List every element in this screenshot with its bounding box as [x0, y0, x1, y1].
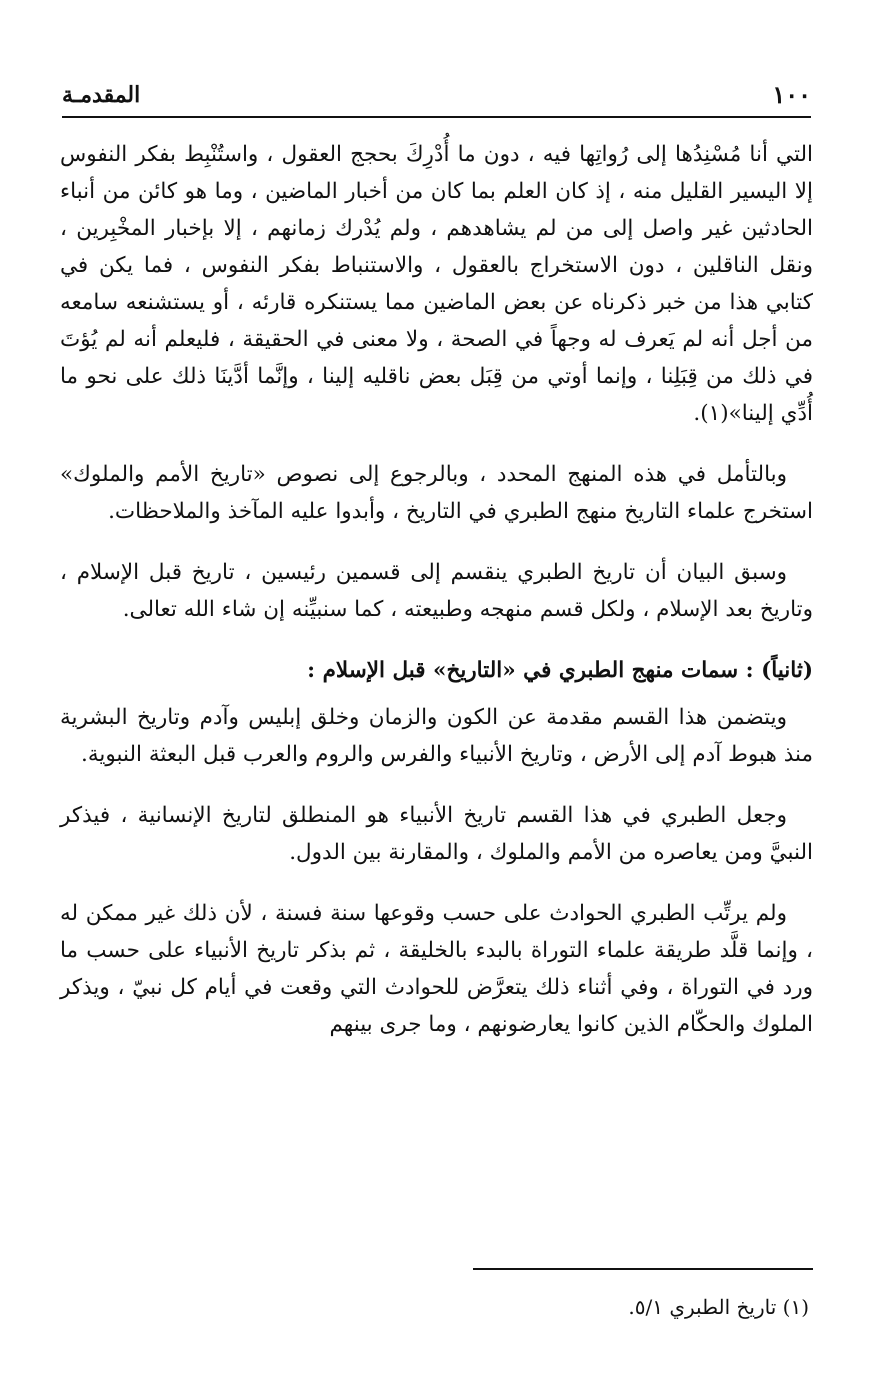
subsection-heading: (ثانياً) : سمات منهج الطبري في «التاريخ» قبل الإسلام :	[307, 658, 813, 683]
paragraph-chronology: ولم يرتِّب الطبري الحوادث على حسب وقوعها سنة فسنة ، لأن ذلك غير ممكن له ، وإنما قلَّد طريقة علماء التوراة بالبدء بالخليقة ، ثم بذكر تاريخ الأنبياء على حسب ما ورد في التوراة ، وفي أثناء ذلك يتعرَّض للحوادث التي وقعت في أيام كل نبيّ ، ويذكر الملوك والحكّام الذين كانوا يعارضونهم ، وما جرى بينهم	[60, 901, 813, 1037]
footnote: (١) تاريخ الطبري ٥/١.	[628, 1295, 809, 1319]
running-section-title: المقدمـة	[62, 82, 141, 108]
main-text	[60, 136, 813, 1067]
footnote-divider	[473, 1268, 813, 1270]
paragraph-prophets-history: وجعل الطبري في هذا القسم تاريخ الأنبياء هو المنطلق لتاريخ الإنسانية ، فيذكر النبيَّ ومن يعاصره من الأمم والملوك ، والمقارنة بين الدول.	[60, 803, 813, 865]
page-number: ١٠٠	[772, 80, 811, 109]
paragraph-history-division: وسبق البيان أن تاريخ الطبري ينقسم إلى قسمين رئيسين ، تاريخ قبل الإسلام ، وتاريخ بعد الإسلام ، ولكل قسم منهجه وطبيعته ، كما سنبيِّنه إن شاء الله تعالى.	[60, 560, 813, 622]
paragraph-section-content: ويتضمن هذا القسم مقدمة عن الكون والزمان وخلق إبليس وآدم وتاريخ البشرية منذ هبوط آدم إلى الأرض ، وتاريخ الأنبياء والفرس والروم والعرب قبل البعثة النبوية.	[60, 705, 813, 767]
paragraph-quote-continuation: التي أنا مُسْنِدُها إلى رُواتِها فيه ، دون ما أُدْرِكَ بحجج العقول ، واستُنْبِط بفكر النفوس إلا اليسير القليل منه ، إذ كان العلم بما كان من أخبار الماضين ، وما هو كائن من أنباء الحادثين غير واصل إلى من لم يشاهدهم ، ولم يُدْرك زمانهم ، إلا بإخبار المخْبِرين ، ونقل الناقلين ، دون الاستخراج بالعقول ، والاستنباط بفكر النفوس ، فما يكن في كتابي هذا من خبر ذكرناه عن بعض الماضين مما يستنكره قارئه ، أو يستشنعه سامعه من أجل أنه لم يَعرف له وجهاً في الصحة ، ولا معنى في الحقيقة ، فليعلم أنه لم يُؤتَ في ذلك من قِبَلِنا ، وإنما أوتي من قِبَل بعض ناقليه إلينا ، وإنَّما أدَّينَا ذلك على نحو ما أُدِّي إلينا»(١).	[60, 142, 813, 426]
paragraph-method-reflection: وبالتأمل في هذه المنهج المحدد ، وبالرجوع إلى نصوص «تاريخ الأمم والملوك» استخرج علماء التاريخ منهج الطبري في التاريخ ، وأبدوا عليه المآخذ والملاحظات.	[60, 462, 813, 524]
page-header	[62, 80, 811, 118]
